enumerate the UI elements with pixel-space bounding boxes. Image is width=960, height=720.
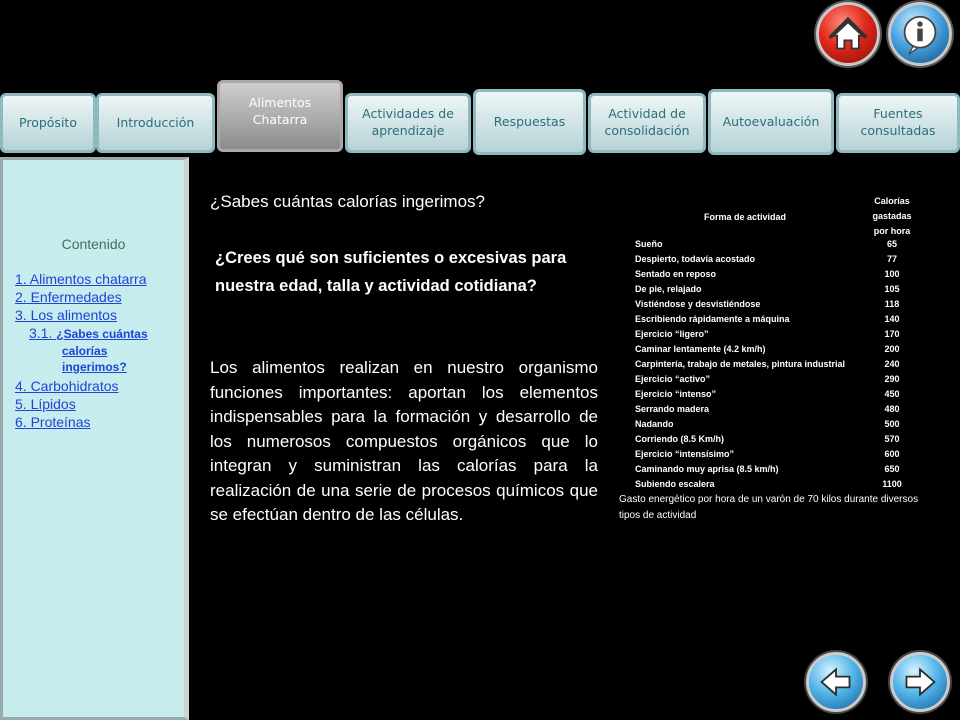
calorie-table [630,192,924,492]
activity-cell: Subiendo escalera [635,479,715,489]
tab-label: Respuestas [493,113,566,129]
activity-cell: Caminar lentamente (4.2 km/h) [635,344,766,354]
tab-label: Actividad de consolidación [604,106,690,138]
table-row [630,462,924,477]
table-row [630,357,924,372]
sidebar-link-lipidos[interactable]: 5. Lípidos [15,396,76,412]
table-row [630,312,924,327]
calories-cell: 600 [884,449,900,459]
table-row [630,282,924,297]
calories-cell: 100 [884,269,900,279]
calories-cell: 77 [886,254,897,264]
sidebar [0,157,189,720]
home-button[interactable] [816,2,880,66]
calories-cell: 65 [886,239,897,249]
table-header [630,192,924,237]
tab-actividades[interactable] [345,93,471,153]
tab-proposito[interactable] [0,93,96,153]
calories-cell: 118 [884,299,900,309]
calories-cell: 480 [884,404,900,414]
table-row [630,417,924,432]
activity-cell: Ejercicio “activo” [635,374,711,384]
arrow-right-icon [893,655,947,709]
table-row [630,372,924,387]
sidebar-link-alimentos-chatarra[interactable]: 1. Alimentos chatarra [15,271,147,287]
sidebar-link-enfermedades[interactable]: 2. Enfermedades [15,289,122,305]
tab-autoevaluacion[interactable] [708,89,834,155]
sidebar-link-calorias-line3[interactable]: ingerimos? [62,360,127,374]
activity-cell: Ejercicio “intenso” [635,389,717,399]
home-icon [819,5,877,63]
header-activity: Forma de actividad [703,211,787,222]
activity-cell: Sentado en reposo [635,269,717,279]
tab-label: Fuentes consultadas [860,106,936,138]
activity-cell: Serrando madera [635,404,710,414]
activity-cell: Nadando [635,419,674,429]
activity-cell: Ejercicio “ligero” [635,329,709,339]
tab-label: Propósito [19,114,77,130]
table-row [630,447,924,462]
table-row [630,432,924,447]
calories-cell: 170 [884,329,900,339]
activity-cell: Caminando muy aprisa (8.5 km/h) [635,464,779,474]
sidebar-links [15,270,180,431]
calories-cell: 140 [884,314,900,324]
calories-cell: 570 [884,434,900,444]
table-row [630,477,924,492]
table-row [630,387,924,402]
tab-label: Actividades de aprendizaje [362,106,454,138]
sidebar-link-calorias[interactable] [15,324,180,343]
body-paragraph: Los alimentos realizan en nuestro organismo funciones importantes: aportan los elementos indispensables para la formación y desarrollo de los numerosos compuestos orgánicos que lo integran y suministran las calorías para la realización de una serie de procesos químicos que se efectúan dentro de las células. [210,358,598,524]
calories-cell: 105 [884,284,900,294]
table-row [630,342,924,357]
table-row [630,327,924,342]
tab-alimentos-chatarra[interactable] [217,80,343,152]
info-icon [891,5,949,63]
table-row [630,402,924,417]
question-subheading: ¿Crees qué son suficientes o excesivas para nuestra edad, talla y actividad cotidiana? [215,249,567,295]
calories-cell: 650 [884,464,900,474]
info-button[interactable] [888,2,952,66]
table-row [630,252,924,267]
activity-cell: De pie, relajado [635,284,702,294]
question-heading: ¿Sabes cuántas calorías ingerimos? [210,192,485,211]
activity-cell: Corriendo (8.5 Km/h) [635,434,725,444]
tab-label: Autoevaluación [722,113,820,129]
sidebar-link-calorias-line2[interactable]: calorías [62,344,108,358]
table-body [630,237,924,492]
tab-introduccion[interactable] [96,93,215,153]
table-row [630,297,924,312]
sidebar-title: Contenido [61,236,126,252]
activity-cell: Escribiendo rápidamente a máquina [635,314,790,324]
tab-label: Introducción [116,114,195,130]
activity-cell: Vistiéndose y desvistiéndose [635,299,761,309]
calories-cell: 1100 [882,479,902,489]
tab-label: Alimentos Chatarra [248,95,312,127]
activity-cell: Carpintería, trabajo de metales, pintura industrial [635,359,846,369]
activity-cell: Despierto, todavía acostado [635,254,756,264]
header-cal-line2: gastadas [872,211,912,221]
table-row [630,267,924,282]
header-cal-line1: Calorías [874,196,910,206]
sidebar-link-text: ¿Sabes cuántas [56,327,148,341]
activity-cell: Sueño [635,239,663,249]
tab-fuentes[interactable] [836,93,960,153]
table-caption: Gasto energético por hora de un varón de 70 kilos durante diversos tipos de actividad [619,494,919,521]
header-calories [860,192,924,237]
tab-actividad-consolidacion[interactable] [588,93,706,153]
header-cal-line3: por hora [873,226,911,236]
sidebar-link-carbohidratos[interactable]: 4. Carbohidratos [15,378,119,394]
next-button[interactable] [890,652,950,712]
arrow-left-icon [809,655,863,709]
sidebar-link-proteinas[interactable]: 6. Proteínas [15,414,91,430]
calories-cell: 450 [884,389,900,399]
calories-cell: 240 [884,359,900,369]
activity-cell: Ejercicio “intensísimo” [635,449,735,459]
tab-respuestas[interactable] [473,89,586,155]
prev-button[interactable] [806,652,866,712]
calories-cell: 290 [884,374,900,384]
table-row [630,237,924,252]
sidebar-link-number: 3.1. [29,325,53,341]
sidebar-link-los-alimentos[interactable]: 3. Los alimentos [15,307,117,323]
calories-cell: 500 [884,419,900,429]
calories-cell: 200 [884,344,900,354]
